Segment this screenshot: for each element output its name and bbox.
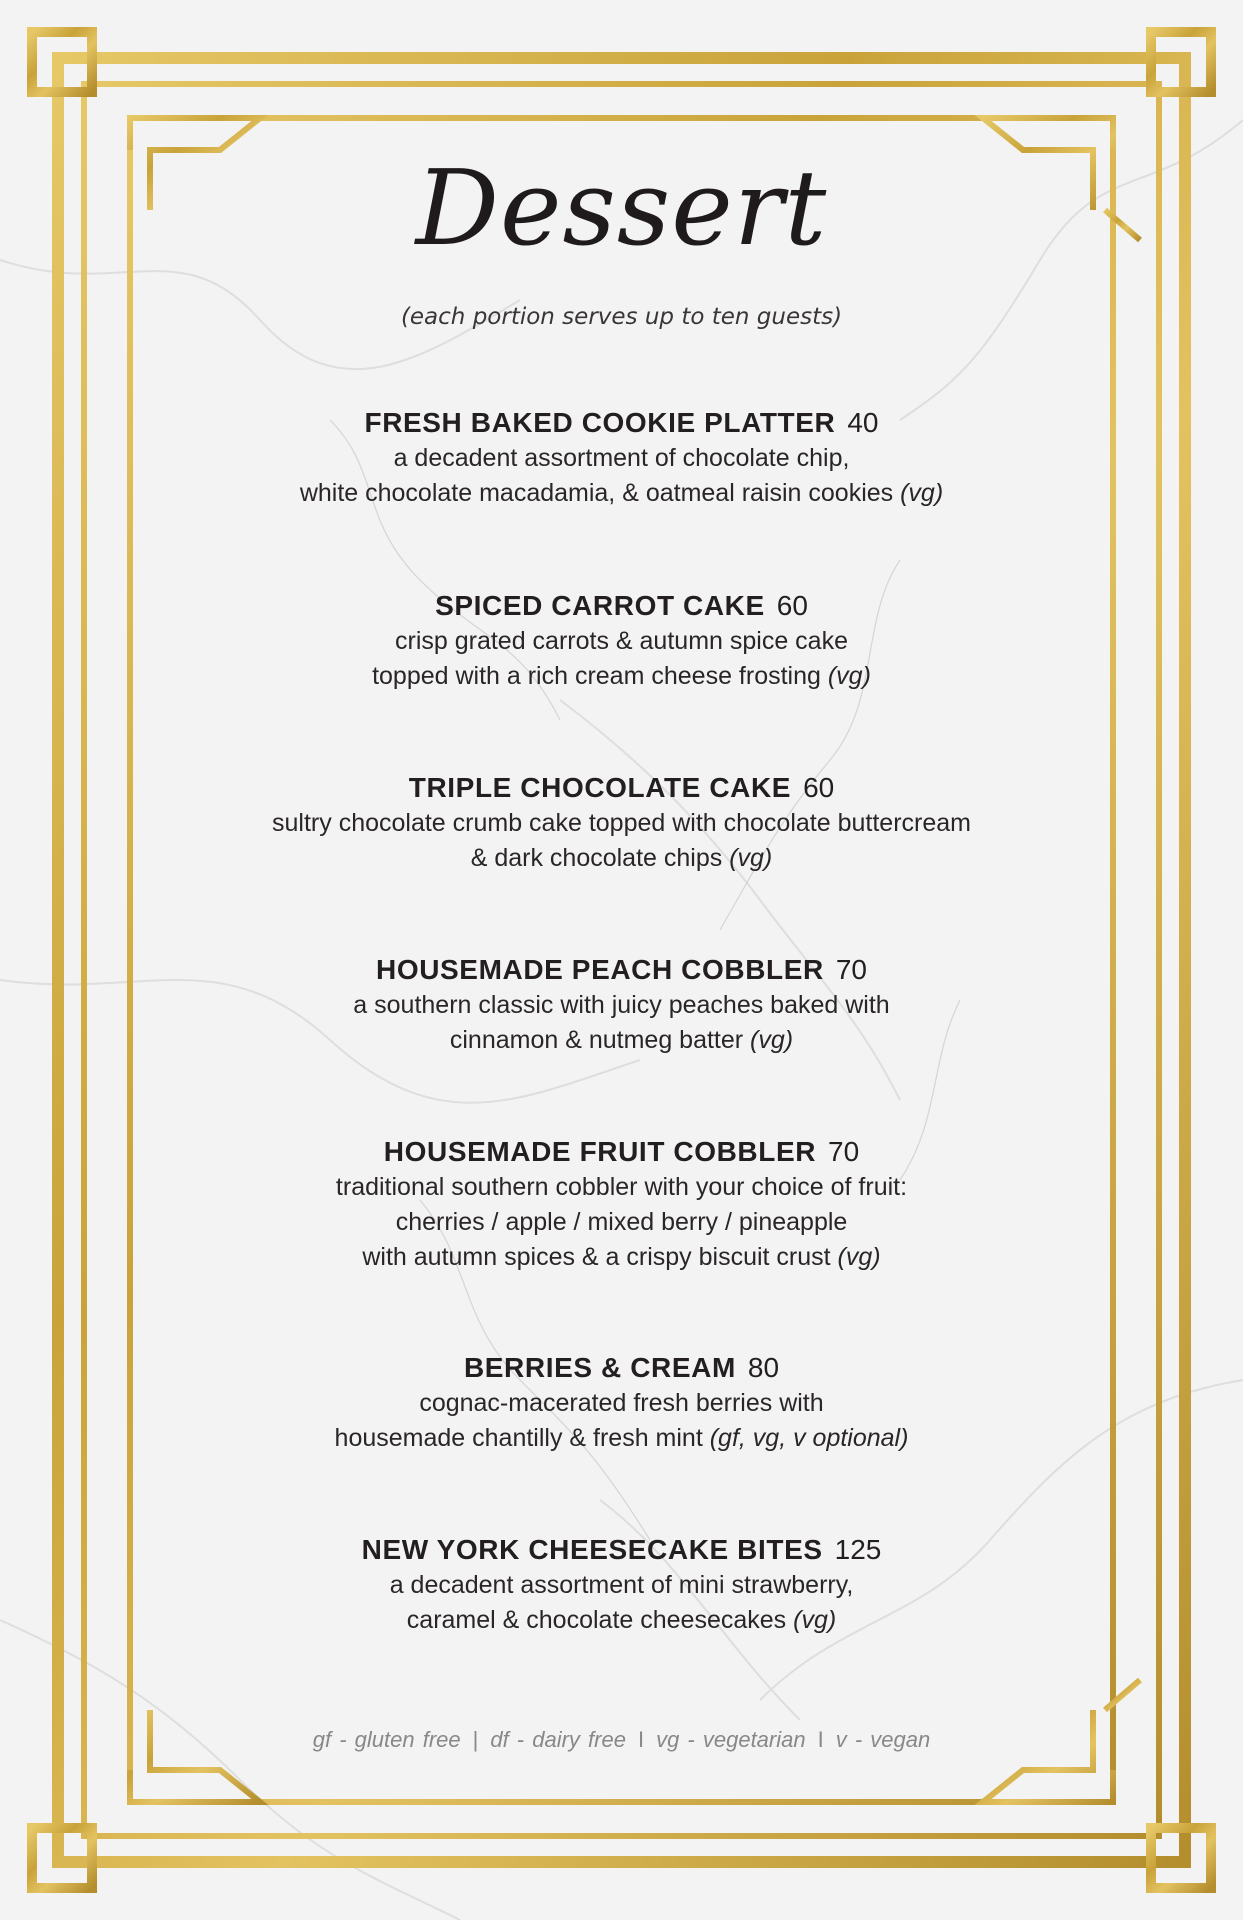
description-text: & dark chocolate chips xyxy=(470,844,730,872)
menu-item xyxy=(0,952,1243,1058)
menu-item-price: 60 xyxy=(803,772,835,803)
description-text: traditional southern cobbler with your choice of fruit: xyxy=(335,1173,908,1201)
menu-item-description-line xyxy=(0,988,1243,1023)
description-text: sultry chocolate crumb cake topped with chocolate buttercream xyxy=(272,809,971,837)
menu-item-price: 125 xyxy=(834,1534,882,1565)
legend-vegan: v - vegan xyxy=(835,1727,931,1752)
menu-item xyxy=(0,1134,1243,1275)
menu-item-heading xyxy=(0,952,1243,988)
menu-item-description-line xyxy=(0,1240,1243,1275)
menu-item-price: 60 xyxy=(776,590,808,621)
menu-item-description-line xyxy=(0,1170,1243,1205)
dietary-tag: (vg) xyxy=(750,1026,794,1054)
description-text: housemade chantilly & fresh mint xyxy=(334,1424,710,1452)
menu-item-name: BERRIES & CREAM xyxy=(463,1352,736,1383)
menu-item xyxy=(0,1532,1243,1638)
menu-item-description-line xyxy=(0,1205,1243,1240)
legend-separator: | xyxy=(472,1727,479,1752)
menu-item-description-line xyxy=(0,624,1243,659)
menu-title: Dessert xyxy=(415,147,828,269)
menu-item-heading xyxy=(0,1134,1243,1170)
dietary-tag: (vg) xyxy=(837,1243,881,1271)
description-text: a decadent assortment of chocolate chip, xyxy=(393,444,850,472)
menu-item-price: 40 xyxy=(847,407,879,438)
menu-item-name: FRESH BAKED COOKIE PLATTER xyxy=(364,407,836,438)
menu-item-description-line xyxy=(0,1568,1243,1603)
description-text: cherries / apple / mixed berry / pineapple xyxy=(395,1208,848,1236)
menu-item xyxy=(0,405,1243,511)
menu-item-description-line xyxy=(0,441,1243,476)
description-text: caramel & chocolate cheesecakes xyxy=(406,1606,794,1634)
menu-item-description-line xyxy=(0,1421,1243,1456)
legend-gluten-free: gf - gluten free xyxy=(312,1727,461,1752)
menu-item xyxy=(0,588,1243,694)
legend-vegetarian: vg - vegetarian xyxy=(656,1727,806,1752)
menu-item-name: SPICED CARROT CAKE xyxy=(435,590,765,621)
dietary-tag: (vg) xyxy=(729,844,773,872)
menu-item-description-line xyxy=(0,1603,1243,1638)
menu-item-price: 80 xyxy=(747,1352,780,1383)
menu-item-price: 70 xyxy=(835,954,867,985)
menu-item-name: NEW YORK CHEESECAKE BITES xyxy=(361,1534,823,1565)
description-text: a southern classic with juicy peaches baked with xyxy=(353,991,890,1019)
description-text: white chocolate macadamia, & oatmeal raisin cookies xyxy=(299,479,901,507)
description-text: crisp grated carrots & autumn spice cake xyxy=(395,627,848,655)
menu-item-heading xyxy=(0,405,1243,441)
menu-item-description-line xyxy=(0,476,1243,511)
dietary-tag: (gf, vg, v optional) xyxy=(709,1424,909,1452)
legend-separator: I xyxy=(817,1727,824,1752)
menu-item-description-line xyxy=(0,1023,1243,1058)
description-text: a decadent assortment of mini strawberry, xyxy=(389,1571,854,1599)
description-text: cinnamon & nutmeg batter xyxy=(449,1026,751,1054)
menu-item-name: HOUSEMADE PEACH COBBLER xyxy=(376,954,824,985)
menu-subtitle: (each portion serves up to ten guests) xyxy=(400,304,843,330)
menu-item-description-line xyxy=(0,659,1243,694)
description-text: topped with a rich cream cheese frosting xyxy=(372,662,828,690)
description-text: cognac-macerated fresh berries with xyxy=(419,1389,824,1417)
menu-item-description-line xyxy=(0,841,1243,876)
dietary-tag: (vg) xyxy=(793,1606,837,1634)
legend-dairy-free: df - dairy free xyxy=(490,1727,626,1752)
menu-item-heading xyxy=(0,770,1243,806)
menu-item-price: 70 xyxy=(828,1136,860,1167)
dietary-tag: (vg) xyxy=(900,479,944,507)
menu-item-description-line xyxy=(0,806,1243,841)
dietary-legend xyxy=(0,1724,1243,1756)
menu-item xyxy=(0,1350,1243,1456)
menu-item xyxy=(0,770,1243,876)
menu-item-name: HOUSEMADE FRUIT COBBLER xyxy=(383,1136,817,1167)
menu-item-description-line xyxy=(0,1386,1243,1421)
menu-item-heading xyxy=(0,1350,1243,1386)
legend-separator: I xyxy=(637,1727,645,1752)
dietary-tag: (vg) xyxy=(827,662,871,690)
menu-item-name: TRIPLE CHOCOLATE CAKE xyxy=(408,772,792,803)
menu-item-heading xyxy=(0,1532,1243,1568)
menu-item-heading xyxy=(0,588,1243,624)
description-text: with autumn spices & a crispy biscuit crust xyxy=(362,1243,838,1271)
